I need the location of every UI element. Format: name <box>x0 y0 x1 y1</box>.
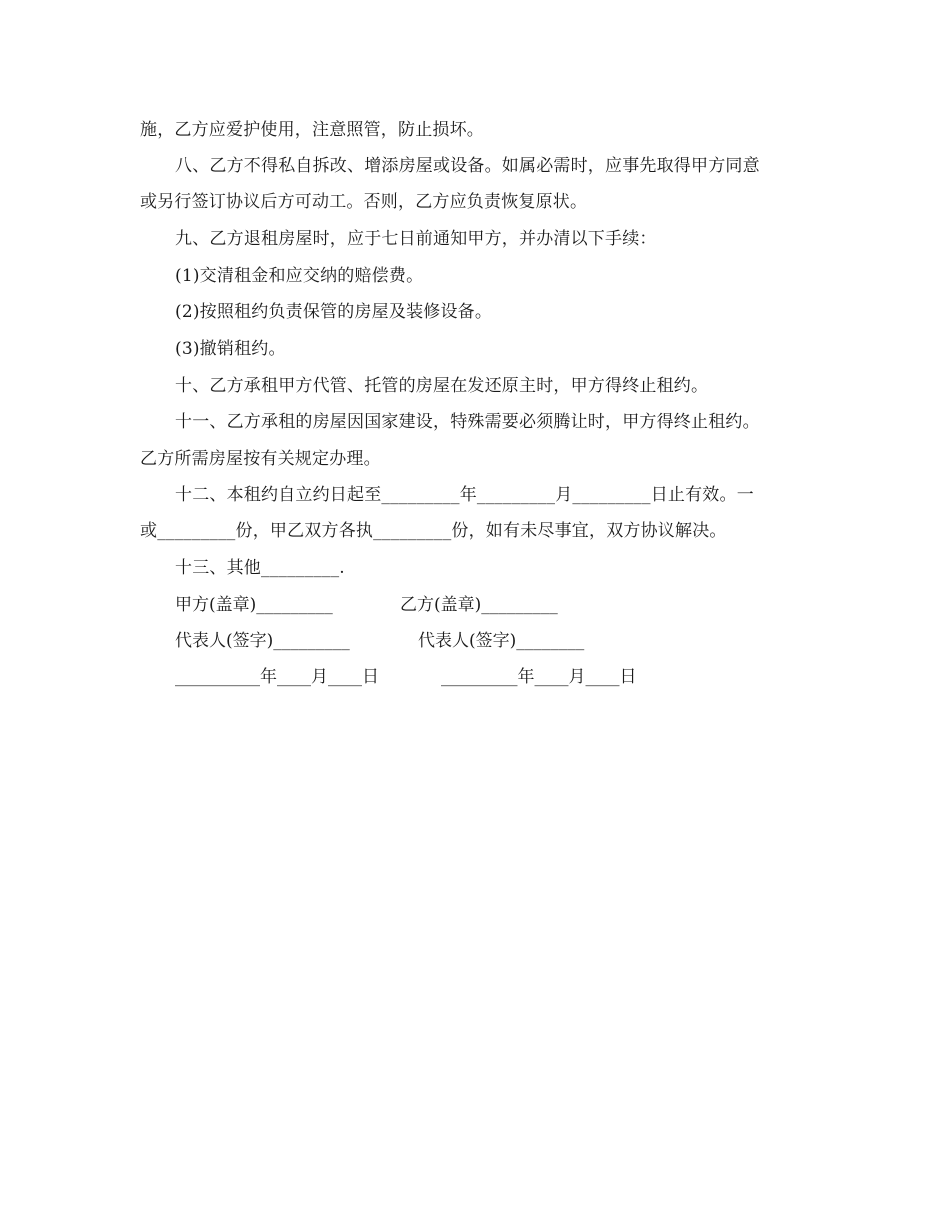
clause-nine-item-3: (3)撤销租约。 <box>175 339 286 359</box>
clause-ten: 十、乙方承租甲方代管、托管的房屋在发还原主时，甲方得终止租约。 <box>175 376 709 396</box>
party-b-date-field: _________年____月____日 <box>441 667 637 687</box>
party-a-seal-field: 甲方(盖章)_________ <box>175 595 333 615</box>
party-a-date-field: __________年____月____日 <box>175 667 379 687</box>
party-b-seal-field: 乙方(盖章)_________ <box>400 595 558 615</box>
paragraph-line-continued: 施，乙方应爱护使用，注意照管，防止损坏。 <box>140 120 484 140</box>
clause-eleven-line-1: 十一、乙方承租的房屋因国家建设，特殊需要必须腾让时，甲方得终止租约。 <box>175 412 760 432</box>
party-a-representative-field: 代表人(签字)_________ <box>175 631 350 651</box>
clause-twelve-line-2: 或_________份，甲乙双方各执_________份，如有未尽事宜，双方协议解决。 <box>140 521 727 541</box>
party-b-representative-field: 代表人(签字)________ <box>418 631 585 651</box>
clause-eleven-line-2: 乙方所需房屋按有关规定办理。 <box>140 449 381 469</box>
clause-eight-line-2: 或另行签订协议后方可动工。否则，乙方应负责恢复原状。 <box>140 192 588 212</box>
clause-eight-line-1: 八、乙方不得私自拆改、增添房屋或设备。如属必需时，应事先取得甲方同意 <box>175 156 760 176</box>
clause-thirteen: 十三、其他_________. <box>175 558 345 578</box>
clause-nine: 九、乙方退租房屋时，应于七日前通知甲方，并办清以下手续： <box>175 229 657 249</box>
clause-nine-item-1: (1)交清租金和应交纳的赔偿费。 <box>175 266 424 286</box>
clause-twelve-line-1: 十二、本租约自立约日起至_________年_________月_________日止有效。一 <box>175 485 754 505</box>
clause-nine-item-2: (2)按照租约负责保管的房屋及装修设备。 <box>175 302 493 322</box>
